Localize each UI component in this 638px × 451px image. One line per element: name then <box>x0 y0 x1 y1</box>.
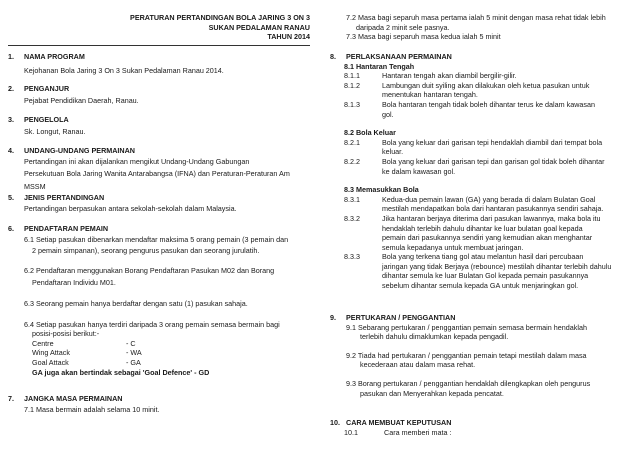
clause-8-2-2 <box>330 157 630 176</box>
clause-text: pemain dari pasukannya sendiri yang kemudian akan menghantar <box>382 233 593 243</box>
clause-9-1-line: terlebih dahulu dimaklumkan kepada pengadil. <box>360 332 509 342</box>
section-7 <box>8 394 310 414</box>
clause-6-2-line: Pendaftaran Individu M01. <box>32 278 116 288</box>
clause-8-1-3 <box>330 100 630 119</box>
position-row <box>8 348 310 358</box>
section-text: Pertandingan berpasukan antara sekolah-sekolah dalam Malaysia. <box>24 203 237 213</box>
subheading-8-1: 8.1 Hantaran Tengah <box>344 61 415 71</box>
section-number: 3. <box>8 115 14 124</box>
position-code: - GA <box>126 357 141 367</box>
clause-text: menentukan hantaran tengah. <box>382 90 478 100</box>
section-10 <box>330 418 630 437</box>
section-number: 8. <box>330 52 336 61</box>
title-line-3: TAHUN 2014 <box>267 32 310 42</box>
section-heading: CARA MEMBUAT KEPUTUSAN <box>346 418 452 427</box>
clause-text: semula kepadanya untuk membuat jaringan. <box>382 242 524 252</box>
clause-text: sebelum dihantar semula kepada GA untuk menjaringkan gol. <box>382 281 579 291</box>
section-number: 7. <box>8 394 14 403</box>
clause-text: Hantaran tengah akan diambil bergilir-gilir. <box>382 71 517 81</box>
clause-8-1-1 <box>330 71 630 81</box>
clause-number: 8.3.3 <box>344 252 360 262</box>
section-text-line: Pertandingan ini akan dijalankan mengikut Undang-Undang Gabungan <box>24 156 250 166</box>
section-1 <box>8 52 310 75</box>
position-row <box>8 339 310 349</box>
clause-6-4-line: 6.4 Setiap pasukan hanya terdiri daripada 3 orang pemain semasa bermain bagi <box>24 319 280 329</box>
section-heading: NAMA PROGRAM <box>24 52 85 61</box>
subheading-8-2: 8.2 Bola Keluar <box>344 128 396 138</box>
clause-number: 8.2.1 <box>344 137 360 147</box>
position-code: - WA <box>126 348 142 358</box>
clause-text: Lambungan duit syiling akan dilakukan oleh ketua pasukan untuk <box>382 80 590 90</box>
clause-8-3-2 <box>330 214 630 252</box>
position-name: Wing Attack <box>32 348 70 358</box>
section-number: 4. <box>8 146 14 155</box>
title-line-1: PERATURAN PERTANDINGAN BOLA JARING 3 ON 3 <box>130 13 310 22</box>
section-number: 9. <box>330 313 336 322</box>
section-8 <box>330 52 630 291</box>
section-heading: PERLAKSANAAN PERMAINAN <box>346 52 452 61</box>
position-row <box>8 358 310 368</box>
section-number: 1. <box>8 52 14 61</box>
clause-text: gol. <box>382 109 394 119</box>
clause-8-3-1 <box>330 195 630 214</box>
section-number: 10. <box>330 418 340 427</box>
clause-number: 8.1.2 <box>344 80 360 90</box>
clause-text: keluar. <box>382 147 404 157</box>
clause-number: 8.1.3 <box>344 99 360 109</box>
clause-text: dihantar semula ke luar Bulatan Gol kepada pemain pasukannya <box>382 271 589 281</box>
section-text: Pejabat Pendidikan Daerah, Ranau. <box>24 95 139 105</box>
clause-text: ke dalam kawasan gol. <box>382 166 456 176</box>
clause-text: Bola hantaran tengah tidak boleh dihantar terus ke dalam kawasan <box>382 99 595 109</box>
position-name: Centre <box>32 338 54 348</box>
clause-number: 8.1.1 <box>344 71 360 81</box>
clause-7-2-line: daripada 2 minit sele pasnya. <box>356 22 450 32</box>
section-7-continued <box>330 13 630 42</box>
clause-text: Cara memberi mata : <box>384 427 452 437</box>
section-heading: PENDAFTARAN PEMAIN <box>24 224 109 233</box>
clause-9-2-line: kecederaan atau dalam masa rehat. <box>360 360 476 370</box>
clause-text: hendaklah terlebih dahulu dihantar ke luar bulatan goal kepada <box>382 223 583 233</box>
clause-6-1-line: 6.1 Setiap pasukan dibenarkan mendaftar maksima 5 orang pemain (3 pemain dan <box>24 234 289 244</box>
clause-text: Jika hantaran berjaya diterima dari pasukan lawannya, maka bola itu <box>382 213 601 223</box>
section-text: Sk. Longut, Ranau. <box>24 126 86 136</box>
clause-6-2-line: 6.2 Pendaftaran menggunakan Borang Pendaftaran Pasukan M02 dan Borang <box>24 265 275 275</box>
subheading-8-3: 8.3 Memasukkan Bola <box>344 185 419 195</box>
section-number: 5. <box>8 193 14 202</box>
clause-6-1-line: 2 pemain simpanan), seorang pengurus pasukan dan seorang jurulatih. <box>32 246 260 256</box>
section-9 <box>330 313 630 398</box>
clause-9-2-line: 9.2 Tiada had pertukaran / penggantian pemain tetapi mestilah dalam masa <box>346 350 587 360</box>
clause-8-1-2 <box>330 81 630 100</box>
clause-text: Kedua-dua pemain lawan (GA) yang berada di dalam Bulatan Goal <box>382 194 596 204</box>
title-line-2: SUKAN PEDALAMAN RANAU <box>208 22 310 32</box>
clause-7-1: 7.1 Masa bermain adalah selama 10 minit. <box>24 404 160 414</box>
clause-text: Bola yang keluar dari garisan tepi hendaklah diambil dari tempat bola <box>382 137 603 147</box>
position-name: Goal Attack <box>32 357 69 367</box>
section-6 <box>8 224 310 377</box>
clause-text: Bola yang keluar dari garisan tepi dan garisan gol tidak boleh dihantar <box>382 156 605 166</box>
section-heading: JANGKA MASA PERMAINAN <box>24 394 123 403</box>
clause-text: mestilah mendapatkan bola dari hantaran pasukannya sendiri sahaja. <box>382 204 604 214</box>
document-title <box>130 13 310 42</box>
clause-9-3-line: 9.3 Borang pertukaran / penggantian hendaklah dilengkapkan oleh pengurus <box>346 378 591 388</box>
left-column <box>8 0 310 451</box>
clause-8-2-1 <box>330 138 630 157</box>
clause-text: Bola yang terkena tiang gol atau melantun hasil dari percubaan <box>382 252 584 262</box>
position-code: - C <box>126 338 136 348</box>
clause-9-3-line: pasukan dan Menyerahkan kepada pencatat. <box>360 388 504 398</box>
section-heading: PERTUKARAN / PENGGANTIAN <box>346 313 456 322</box>
section-text-line: MSSM <box>24 181 46 191</box>
section-number: 6. <box>8 224 14 233</box>
clause-10-1 <box>330 428 630 438</box>
clause-9-1-line: 9.1 Sebarang pertukaran / penggantian pemain semasa bermain hendaklah <box>346 322 587 332</box>
clause-number: 8.3.1 <box>344 194 360 204</box>
clause-text: jaringan yang tidak Berjaya (rebounce) mestilah dihantar terlebih dahulu <box>382 261 612 271</box>
section-heading: PENGELOLA <box>24 115 69 124</box>
right-column <box>330 0 630 451</box>
clause-7-2-line: 7.2 Masa bagi separuh masa pertama ialah 5 minit dengan masa rehat tidak lebih <box>346 13 606 22</box>
section-heading: PENGANJUR <box>24 84 70 93</box>
clause-8-3-3 <box>330 252 630 290</box>
section-4 <box>8 146 310 191</box>
section-heading: JENIS PERTANDINGAN <box>24 193 105 202</box>
clause-7-3: 7.3 Masa bagi separuh masa kedua ialah 5 minit <box>346 32 501 42</box>
clause-number: 10.1 <box>344 427 358 437</box>
clause-6-4-line: posisi-posisi berikut:- <box>32 329 100 339</box>
section-3 <box>8 115 310 136</box>
section-text-line: Persekutuan Bola Jaring Wanita Antarabangsa (IFNA) dan Peraturan-Peraturan Am <box>24 169 290 179</box>
section-text: Kejohanan Bola Jaring 3 On 3 Sukan Pedalaman Ranau 2014. <box>24 65 224 75</box>
section-2 <box>8 84 310 105</box>
section-number: 2. <box>8 84 14 93</box>
clause-number: 8.3.2 <box>344 213 360 223</box>
section-heading: UNDANG-UNDANG PERMAINAN <box>24 146 136 155</box>
clause-number: 8.2.2 <box>344 156 360 166</box>
clause-6-3: 6.3 Seorang pemain hanya berdaftar dengan satu (1) pasukan sahaja. <box>24 298 248 308</box>
title-divider <box>8 45 310 46</box>
goal-defence-note: GA juga akan bertindak sebagai 'Goal Defence' - GD <box>32 367 210 377</box>
section-5 <box>8 193 310 213</box>
